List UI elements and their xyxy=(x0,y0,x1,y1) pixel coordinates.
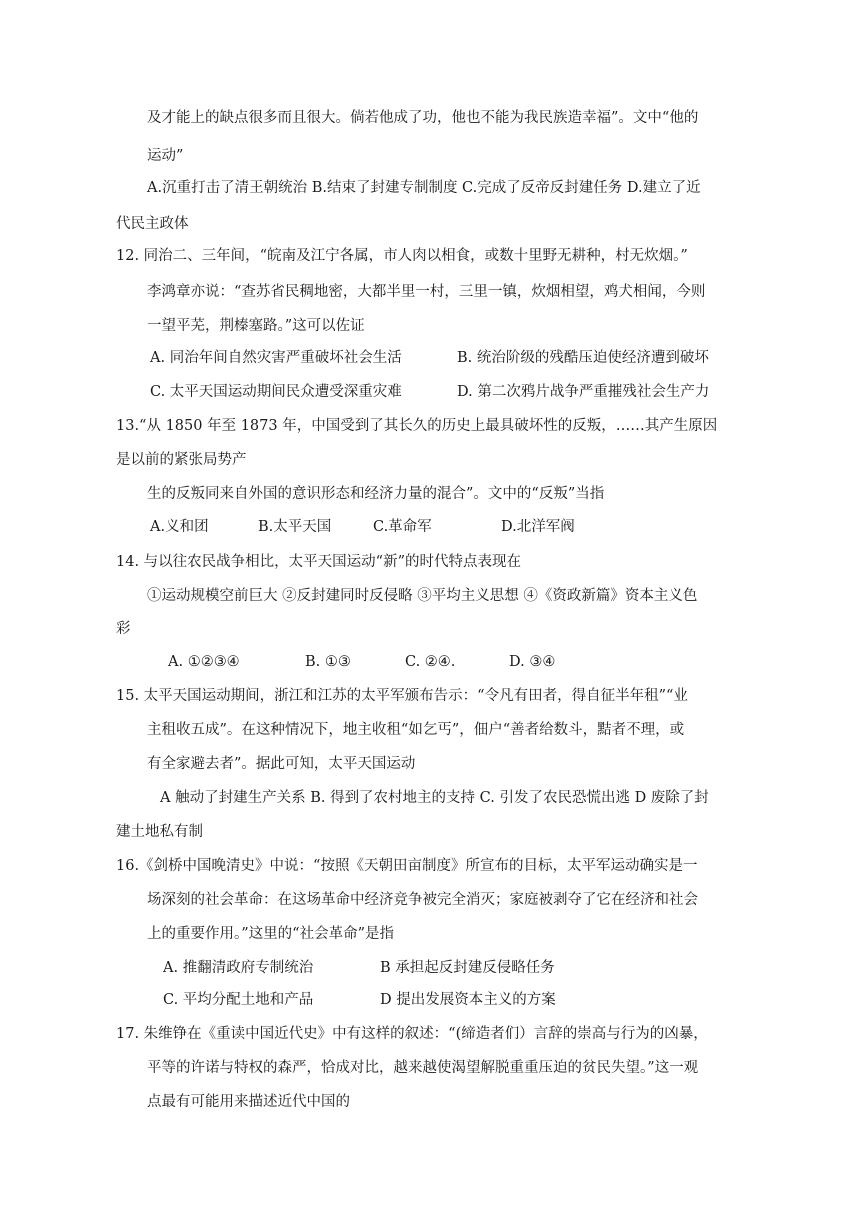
q16-option-b: B 承担起反封建反侵略任务 xyxy=(380,960,555,976)
q15-options-line1: A 触动了封建生产关系 B. 得到了农村地主的支持 C. 引发了农民恐慌出逃 D 废除了封 xyxy=(160,790,709,806)
q16-stem-line1: 16.《剑桥中国晚清史》中说：“按照《天朝田亩制度》所宣布的目标，太平军运动确实是一 xyxy=(116,858,698,874)
q17-stem-line3: 点最有可能用来描述近代中国的 xyxy=(147,1094,350,1110)
q14-option-a: A. ①②③④ xyxy=(168,654,240,670)
q12-option-c: C. 太平天国运动期间民众遭受深重灾难 xyxy=(150,384,402,400)
q13-option-b: B.太平天国 xyxy=(258,519,332,535)
q16-stem-line2: 场深刻的社会革命：在这场革命中经济竞争被完全消灭；家庭被剥夺了它在经济和社会 xyxy=(147,892,698,908)
q13-option-d: D.北洋军阀 xyxy=(501,519,575,535)
q13-stem-line1: 13.“从 1850 年至 1873 年，中国受到了其长久的历史上最具破坏性的反叛，……其产生原因 xyxy=(116,418,718,434)
q12-option-d: D. 第二次鸦片战争严重摧残社会生产力 xyxy=(457,384,710,400)
q16-stem-line3: 上的重要作用。”这里的“社会革命”是指 xyxy=(147,926,394,942)
q11-stem-line1: 及才能上的缺点很多而且很大。倘若他成了功，他也不能为我民族造幸福”。文中“他的 xyxy=(147,110,699,126)
q14-stem-line1: 14. 与以往农民战争相比，太平天国运动“新”的时代特点表现在 xyxy=(116,554,521,570)
q14-stem-line3: 彩 xyxy=(116,621,131,637)
q11-options-line2: 代民主政体 xyxy=(116,216,189,232)
q17-stem-line2: 平等的许诺与特权的森严，恰成对比，越来越使渴望解脱重重压迫的贫民失望。”这一观 xyxy=(147,1060,699,1076)
q16-option-c: C. 平均分配土地和产品 xyxy=(163,992,314,1008)
q16-option-a: A. 推翻清政府专制统治 xyxy=(163,960,314,976)
q11-options-line1: A.沉重打击了清王朝统治 B.结束了封建专制制度 C.完成了反帝反封建任务 D.建立了近 xyxy=(147,180,701,196)
q13-stem-line3: 生的反叛同来自外国的意识形态和经济力量的混合”。文中的“反叛”当指 xyxy=(147,486,605,502)
q12-stem-line3: 一望平芜，荆榛塞路。”这可以佐证 xyxy=(147,318,365,334)
q17-stem-line1: 17. 朱维铮在《重读中国近代史》中有这样的叙述：“(缔造者们）言辞的崇高与行为的凶暴， xyxy=(116,1026,708,1042)
q11-stem-line2: 运动” xyxy=(147,148,184,164)
q15-options-line2: 建土地私有制 xyxy=(116,824,203,840)
q13-option-c: C.革命军 xyxy=(373,519,432,535)
q15-stem-line2: 主租收五成”。在这种情况下，地主收租“如乞丐”，佃户“善者给数斗，黠者不理，或 xyxy=(147,722,685,738)
q15-stem-line3: 有全家避去者”。据此可知，太平天国运动 xyxy=(147,756,416,772)
q13-stem-line2: 是以前的紧张局势产 xyxy=(116,452,247,468)
q12-stem-line1: 12. 同治二、三年间，“皖南及江宁各属，市人肉以相食，或数十里野无耕种，村无炊烟。” xyxy=(116,248,688,264)
q15-stem-line1: 15. 太平天国运动期间，浙江和江苏的太平军颁布告示：“令凡有田者，得自征半年租”“业 xyxy=(116,688,688,704)
q13-option-a: A.义和团 xyxy=(150,519,209,535)
q16-option-d: D 提出发展资本主义的方案 xyxy=(380,992,556,1008)
q14-stem-line2: ①运动规模空前巨大 ②反封建同时反侵略 ③平均主义思想 ④《资政新篇》资本主义色 xyxy=(147,588,698,604)
q14-option-b: B. ①③ xyxy=(305,654,351,670)
q12-stem-line2: 李鸿章亦说：“查苏省民稠地密，大都半里一村，三里一镇，炊烟相望，鸡犬相闻，今则 xyxy=(147,284,706,300)
q12-option-a: A. 同治年间自然灾害严重破坏社会生活 xyxy=(150,350,402,366)
q12-option-b: B. 统治阶级的残酷压迫使经济遭到破坏 xyxy=(457,350,709,366)
q14-option-d: D. ③④ xyxy=(509,654,556,670)
q14-option-c: C. ②④. xyxy=(405,654,456,670)
